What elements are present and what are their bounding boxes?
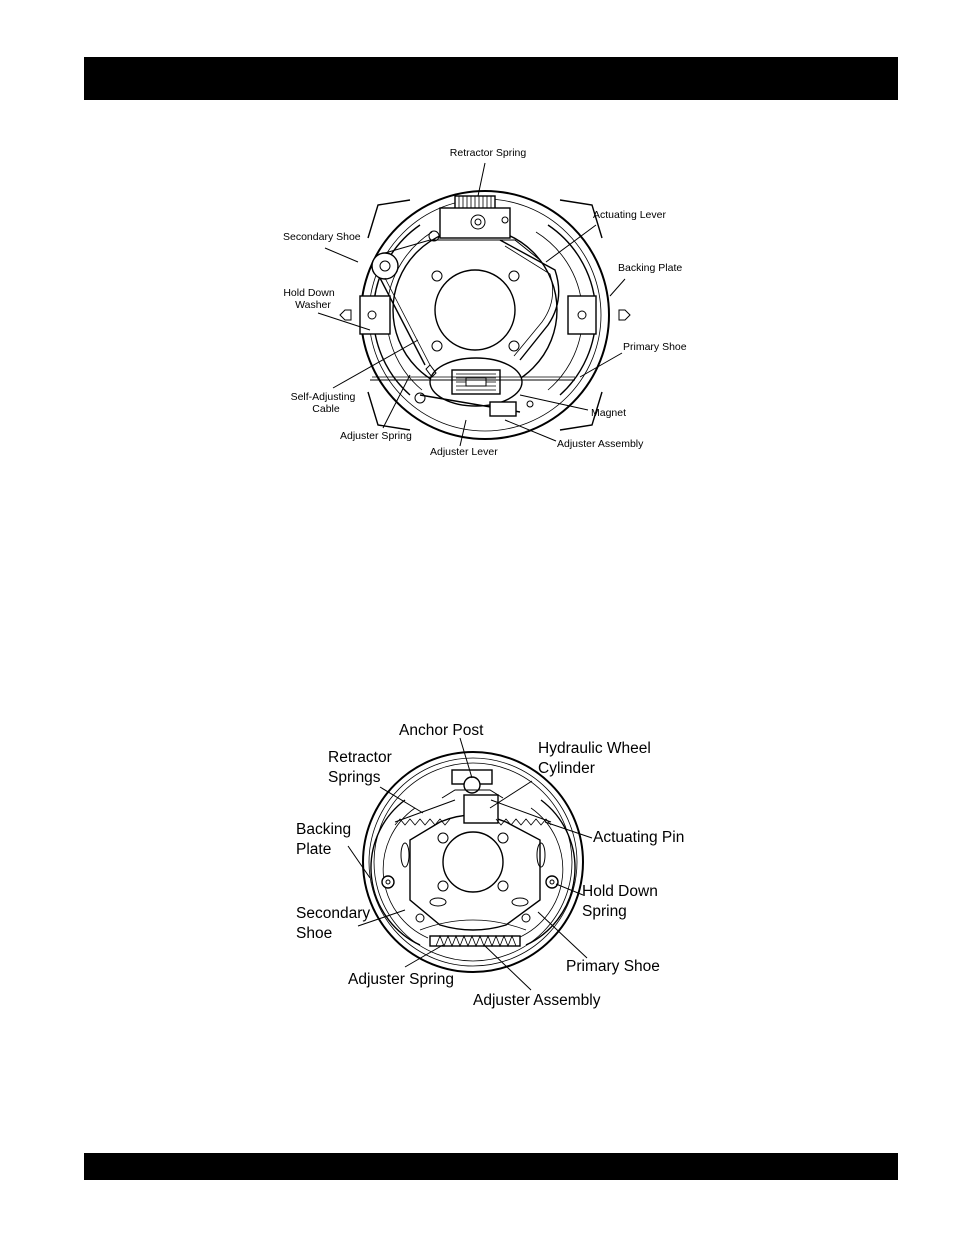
label-anchor-post: Anchor Post	[399, 722, 484, 739]
label-self-adjusting-cable-line1: Self-Adjusting	[290, 391, 356, 403]
label-self-adjusting-cable-line2: Cable	[312, 403, 340, 415]
label-actuating-lever: Actuating Lever	[593, 209, 666, 221]
label-backing-plate: Backing Plate	[618, 262, 683, 274]
label-backing-plate-line1: Backing	[296, 821, 352, 838]
label-primary-shoe-b: Primary Shoe	[566, 958, 660, 975]
hydraulic-brake-diagram	[296, 722, 684, 1009]
hub-center-b	[443, 832, 503, 892]
label-adjuster-spring: Adjuster Spring	[340, 430, 412, 442]
label-adjuster-spring-b: Adjuster Spring	[348, 971, 454, 988]
hub-center	[435, 270, 515, 350]
electric-brake-diagram	[283, 147, 687, 458]
label-adjuster-lever: Adjuster Lever	[430, 446, 498, 458]
label-retractor-spring: Retractor Spring	[449, 147, 527, 159]
label-hydraulic-wheel-cylinder-line2: Cylinder	[538, 760, 595, 777]
label-magnet: Magnet	[591, 407, 627, 419]
label-secondary-shoe: Secondary Shoe	[283, 231, 361, 243]
label-hydraulic-wheel-cylinder-line1: Hydraulic Wheel	[538, 740, 651, 757]
label-actuating-pin: Actuating Pin	[593, 829, 685, 846]
label-hold-down-washer-line1: Hold Down	[283, 287, 335, 299]
hold-down-spring-shape	[546, 876, 558, 888]
wheel-cylinder-shape	[464, 795, 498, 823]
label-backing-plate-line2: Plate	[296, 841, 332, 858]
label-hold-down-spring-line2: Spring	[582, 903, 627, 920]
label-secondary-shoe-line2: Shoe	[296, 925, 333, 942]
label-adjuster-assembly-b: Adjuster Assembly	[473, 992, 601, 1009]
label-retractor-springs-line2: Springs	[328, 769, 381, 786]
label-secondary-shoe-line1: Secondary	[296, 905, 371, 922]
label-retractor-springs-line1: Retractor	[328, 749, 392, 766]
label-hold-down-washer-line2: Washer	[295, 299, 331, 311]
label-adjuster-assembly: Adjuster Assembly	[557, 438, 644, 450]
anchor-post-shape	[464, 777, 480, 793]
label-primary-shoe: Primary Shoe	[623, 341, 687, 353]
label-hold-down-spring-line1: Hold Down	[582, 883, 658, 900]
